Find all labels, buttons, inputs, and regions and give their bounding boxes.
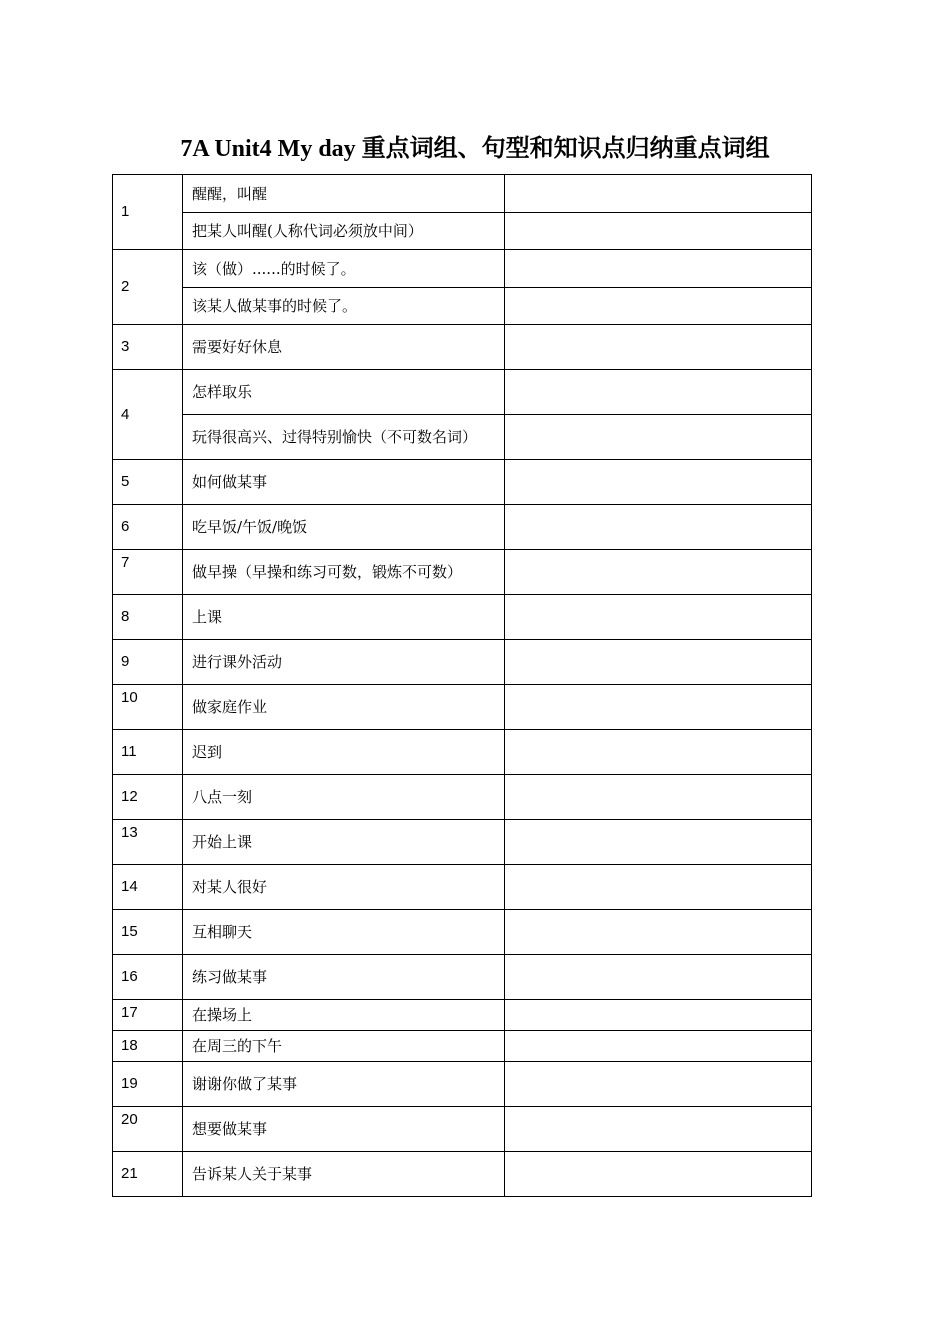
phrase-cell: 玩得很高兴、过得特别愉快（不可数名词） <box>183 415 505 460</box>
answer-cell[interactable] <box>505 175 812 213</box>
phrase-cell: 做家庭作业 <box>183 685 505 730</box>
table-row <box>113 775 812 820</box>
answer-cell[interactable] <box>505 550 812 595</box>
row-number: 9 <box>113 640 183 685</box>
phrase-cell: 告诉某人关于某事 <box>183 1152 505 1197</box>
phrase-cell: 迟到 <box>183 730 505 775</box>
table-row <box>113 370 812 415</box>
page-title: 7A Unit4 My day 重点词组、句型和知识点归纳重点词组 <box>180 136 770 162</box>
phrase-cell: 做早操（早操和练习可数，锻炼不可数） <box>183 550 505 595</box>
phrase-cell: 对某人很好 <box>183 865 505 910</box>
row-number: 10 <box>113 685 183 730</box>
phrase-cell: 怎样取乐 <box>183 370 505 415</box>
answer-cell[interactable] <box>505 415 812 460</box>
phrase-cell: 醒醒，叫醒 <box>183 175 505 213</box>
answer-cell[interactable] <box>505 288 812 325</box>
table-row <box>113 865 812 910</box>
answer-cell[interactable] <box>505 595 812 640</box>
answer-cell[interactable] <box>505 910 812 955</box>
table-row <box>113 820 812 865</box>
answer-cell[interactable] <box>505 1000 812 1031</box>
answer-cell[interactable] <box>505 370 812 415</box>
row-number: 19 <box>113 1062 183 1107</box>
table-row <box>113 505 812 550</box>
answer-cell[interactable] <box>505 505 812 550</box>
row-number: 5 <box>113 460 183 505</box>
answer-cell[interactable] <box>505 955 812 1000</box>
row-number: 4 <box>113 370 183 460</box>
answer-cell[interactable] <box>505 1031 812 1062</box>
vocabulary-table <box>112 174 812 1197</box>
table-row <box>113 1031 812 1062</box>
phrase-cell: 进行课外活动 <box>183 640 505 685</box>
answer-cell[interactable] <box>505 820 812 865</box>
answer-cell[interactable] <box>505 1152 812 1197</box>
phrase-cell: 互相聊天 <box>183 910 505 955</box>
row-number: 13 <box>113 820 183 865</box>
answer-cell[interactable] <box>505 775 812 820</box>
phrase-cell: 在周三的下午 <box>183 1031 505 1062</box>
phrase-cell: 如何做某事 <box>183 460 505 505</box>
table-row <box>113 595 812 640</box>
phrase-cell: 上课 <box>183 595 505 640</box>
row-number: 3 <box>113 325 183 370</box>
answer-cell[interactable] <box>505 640 812 685</box>
row-number: 18 <box>113 1031 183 1062</box>
answer-cell[interactable] <box>505 250 812 288</box>
row-number: 16 <box>113 955 183 1000</box>
phrase-cell: 八点一刻 <box>183 775 505 820</box>
table-row <box>113 250 812 288</box>
phrase-cell: 谢谢你做了某事 <box>183 1062 505 1107</box>
phrase-cell: 在操场上 <box>183 1000 505 1031</box>
row-number: 8 <box>113 595 183 640</box>
row-number: 20 <box>113 1107 183 1152</box>
table-row <box>113 640 812 685</box>
answer-cell[interactable] <box>505 685 812 730</box>
phrase-cell: 想要做某事 <box>183 1107 505 1152</box>
answer-cell[interactable] <box>505 1062 812 1107</box>
table-row <box>113 1062 812 1107</box>
table-row <box>113 1107 812 1152</box>
table-row <box>113 550 812 595</box>
table-row <box>113 1000 812 1031</box>
phrase-cell: 开始上课 <box>183 820 505 865</box>
table-row <box>113 910 812 955</box>
row-number: 7 <box>113 550 183 595</box>
row-number: 21 <box>113 1152 183 1197</box>
table-row <box>113 288 812 325</box>
table-row <box>113 730 812 775</box>
row-number: 15 <box>113 910 183 955</box>
row-number: 12 <box>113 775 183 820</box>
table-row <box>113 955 812 1000</box>
answer-cell[interactable] <box>505 865 812 910</box>
phrase-cell: 把某人叫醒(人称代词必须放中间） <box>183 213 505 250</box>
row-number: 6 <box>113 505 183 550</box>
phrase-cell: 练习做某事 <box>183 955 505 1000</box>
phrase-cell: 吃早饭/午饭/晚饭 <box>183 505 505 550</box>
answer-cell[interactable] <box>505 730 812 775</box>
row-number: 14 <box>113 865 183 910</box>
answer-cell[interactable] <box>505 1107 812 1152</box>
table-row <box>113 460 812 505</box>
phrase-cell: 该（做）......的时候了。 <box>183 250 505 288</box>
row-number: 11 <box>113 730 183 775</box>
answer-cell[interactable] <box>505 325 812 370</box>
row-number: 17 <box>113 1000 183 1031</box>
row-number: 1 <box>113 175 183 250</box>
row-number: 2 <box>113 250 183 325</box>
table-row <box>113 213 812 250</box>
table-row <box>113 1152 812 1197</box>
phrase-cell: 需要好好休息 <box>183 325 505 370</box>
answer-cell[interactable] <box>505 460 812 505</box>
phrase-cell: 该某人做某事的时候了。 <box>183 288 505 325</box>
table-row <box>113 325 812 370</box>
table-row <box>113 415 812 460</box>
answer-cell[interactable] <box>505 213 812 250</box>
table-row <box>113 685 812 730</box>
table-row <box>113 175 812 213</box>
